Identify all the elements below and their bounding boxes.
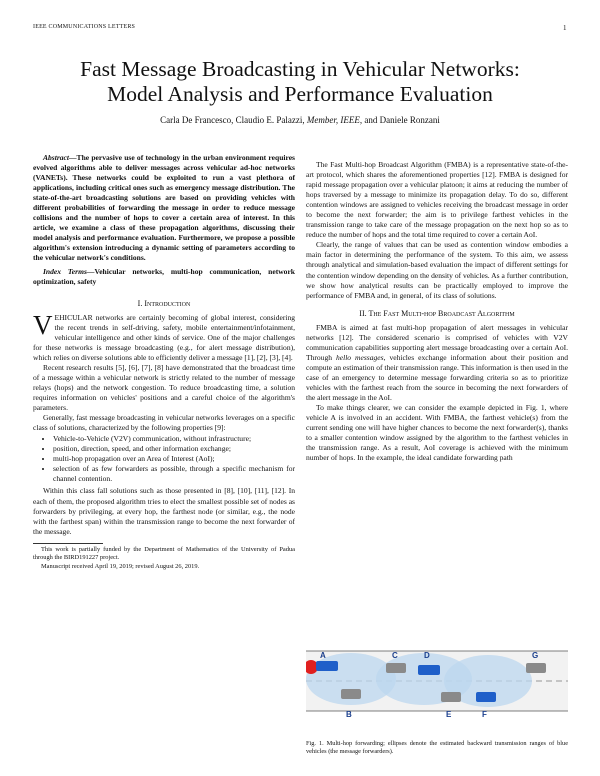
- property-list: [33, 434, 295, 484]
- index-terms-text: —Vehicular networks, multi-hop communication, network optimization, safety: [33, 266, 295, 286]
- intro-paragraph-1: [33, 309, 295, 363]
- label-a: A: [320, 651, 326, 660]
- intro-p1-text: EHICULAR networks are certainly becoming of global interest, considering the recent trends in self-driving, safety, mobile entertainment/infotainment, vehicular intelligence and other kinds of service. One of the major challenges for these networks is message broadcasting (e.g., for alert message distribution), which relies on diverse solutions able to efficiently deliver a message [1], [2], [3], [4].: [33, 312, 295, 362]
- list-item: • Vehicle-to-Vehicle (V2V) communication, without infrastructure;: [53, 434, 295, 444]
- list-item: • selection of as few forwarders as possible, through a specific mechanism for channel contention.: [53, 464, 295, 484]
- list-item: • multi-hop propagation over an Area of Interest (AoI);: [53, 454, 295, 464]
- p3-text: FMBA is aimed at fast multi-hop propagation of alert messages in vehicular networks [12]. The considered scenario is comprised of vehicles with V2V communication capabilities supporting alert message broadcasting over a certain AoI. Through: [306, 322, 568, 362]
- figure-caption: Fig. 1. Multi-hop forwarding; ellipses denote the estimated backward transmission ranges of blue vehicles (the message forwarders).: [306, 740, 568, 756]
- title-line-1: Fast Message Broadcasting in Vehicular Networks:: [80, 57, 520, 81]
- vehicle-b: [341, 689, 361, 699]
- p3-italic: hello messages: [335, 352, 384, 362]
- author-last: and Daniele Ronzani: [362, 115, 440, 125]
- body-paragraph-example: To make things clearer, we can consider the example depicted in Fig. 1, where vehicle A is involved in an accident. With FMBA, the farthest vehicle(s) from the current sending one will have higher chances to become the next forwarder(s), thanks to a smaller contention window assigned by the algorithm to the farthest vehicles in the transmission range. As a result, AoI coverage is achieved with the minimum number of hops. In the example, the ideal candidate forwarding path: [306, 403, 568, 463]
- vehicle-c: [386, 663, 406, 673]
- footnote: [33, 546, 295, 571]
- section-heading-intro: I. Introduction: [137, 298, 191, 308]
- footnote-rule: [33, 543, 103, 544]
- abstract: [33, 153, 295, 264]
- list-item: • position, direction, speed, and other information exchange;: [53, 444, 295, 454]
- vehicle-g: [526, 663, 546, 673]
- label-c: C: [392, 651, 398, 660]
- footnote-funding: This work is partially funded by the Department of Mathematics of the University of Padua through the BIRD191227 project.: [33, 545, 295, 562]
- author-names: Carla De Francesco, Claudio E. Palazzi,: [160, 115, 307, 125]
- intro-paragraph-4: Within this class fall solutions such as those presented in [8], [10], [11], [12]. In each of them, the proposed algorithm tries to elect the smallest possible set of nodes as forwarders by privileging, at every hop, the farthest node (or similar, e.g., the node with the farthest span) within the transmission range to become the next forwarder of the message.: [33, 486, 295, 536]
- p3b-text: , vehicles exchange information about their position and compute an estimation of their transmission range. This information is then used in the case of an emergency to determine message forwarding criteria so as to prioritize vehicles with the farthest reach from the source in becoming the next forwarders of the alert message in the AoI.: [306, 352, 569, 403]
- authors: [30, 115, 570, 125]
- body-paragraph-clearly: Clearly, the range of values that can be used as contention window embodies a main factor in determining the performance of the system. To this aim, we assess through analytical and simulation-based evaluation the impact of different settings for the contention window depending on the density of vehicles. As a further contribution, we show how analytical results can be practically employed to improve the performance of FMBA and, in general, of its class of solutions.: [306, 240, 568, 300]
- author-role: Member, IEEE,: [306, 115, 363, 125]
- left-column: [33, 153, 295, 571]
- index-terms-label: Index Terms: [43, 266, 87, 276]
- dropcap: V: [33, 309, 53, 340]
- right-column: [306, 160, 568, 463]
- label-b: B: [346, 710, 352, 719]
- vehicle-d: [418, 665, 440, 675]
- body-paragraph-fmba: The Fast Multi-hop Broadcast Algorithm (FMBA) is a representative state-of-the-art protocol, which shares the aforementioned properties [12]. FMBA is designed for rapid message propagation over a vehicular platoon; it aims at reducing the number of hops traversed by a message to minimize its propagation delay. To do so, different contention windows are assigned to vehicles receiving the broadcast message in order to become the next forwarder; the aim is to privilege farthest vehicles in the transmission range to take care of the message propagation on the next hop so as to reduce the number of hops and the total time required to cover a certain AoI.: [306, 160, 568, 240]
- abstract-label: Abstract: [43, 153, 69, 162]
- vehicle-e: [441, 692, 461, 702]
- label-f: F: [482, 710, 487, 719]
- page-number: 1: [563, 24, 567, 32]
- index-terms: [33, 267, 295, 287]
- label-e: E: [446, 710, 452, 719]
- title-line-2: Model Analysis and Performance Evaluation: [107, 82, 493, 106]
- intro-paragraph-2: Recent research results [5], [6], [7], [8] have demonstrated that the broadcast time of a message within a vehicular network is strictly related to the number of message relays (hops) and the network congestion. To reduce broadcasting time, a solution requires information on vehicles' positions and a careful choice of the algorithm's parameters.: [33, 362, 295, 413]
- label-d: D: [424, 651, 430, 660]
- paper-title: [30, 57, 570, 107]
- body-paragraph-fmba-aim: [306, 323, 568, 403]
- running-head: IEEE COMMUNICATIONS LETTERS: [33, 24, 136, 30]
- vehicle-a: [316, 661, 338, 671]
- intro-paragraph-3: Generally, fast message broadcasting in vehicular networks leverages on a specific class of solutions, characterized by the following properties [9]:: [33, 413, 295, 433]
- abstract-text: —The pervasive use of technology in the urban environment requires evolved algorithms able to deliver messages across vehicular ad-hoc networks (VANETs). These networks could be exploited to run a vast plethora of applications, including critical ones such as emergency message distribution. The state-of-the-art broadcasting solutions are based on providing vehicles with different probabilities of forwarding the message in order to reduce message collisions and the number of hops to cover a certain area of interest. In this article, we examine a class of these propagation algorithms, discussing their model analysis and performance evaluation. Furthermore, we propose a possible algorithm's extension introducing a dynamic setting of parameters according to the vehicular network's conditions.: [33, 153, 295, 263]
- vehicle-f: [476, 692, 496, 702]
- figure-1: [306, 637, 568, 729]
- label-g: G: [532, 651, 539, 660]
- section-heading-fmba: II. The Fast Multi-hop Broadcast Algorithm: [359, 308, 515, 318]
- footnote-manuscript: Manuscript received April 19, 2019; revised August 26, 2019.: [41, 562, 200, 570]
